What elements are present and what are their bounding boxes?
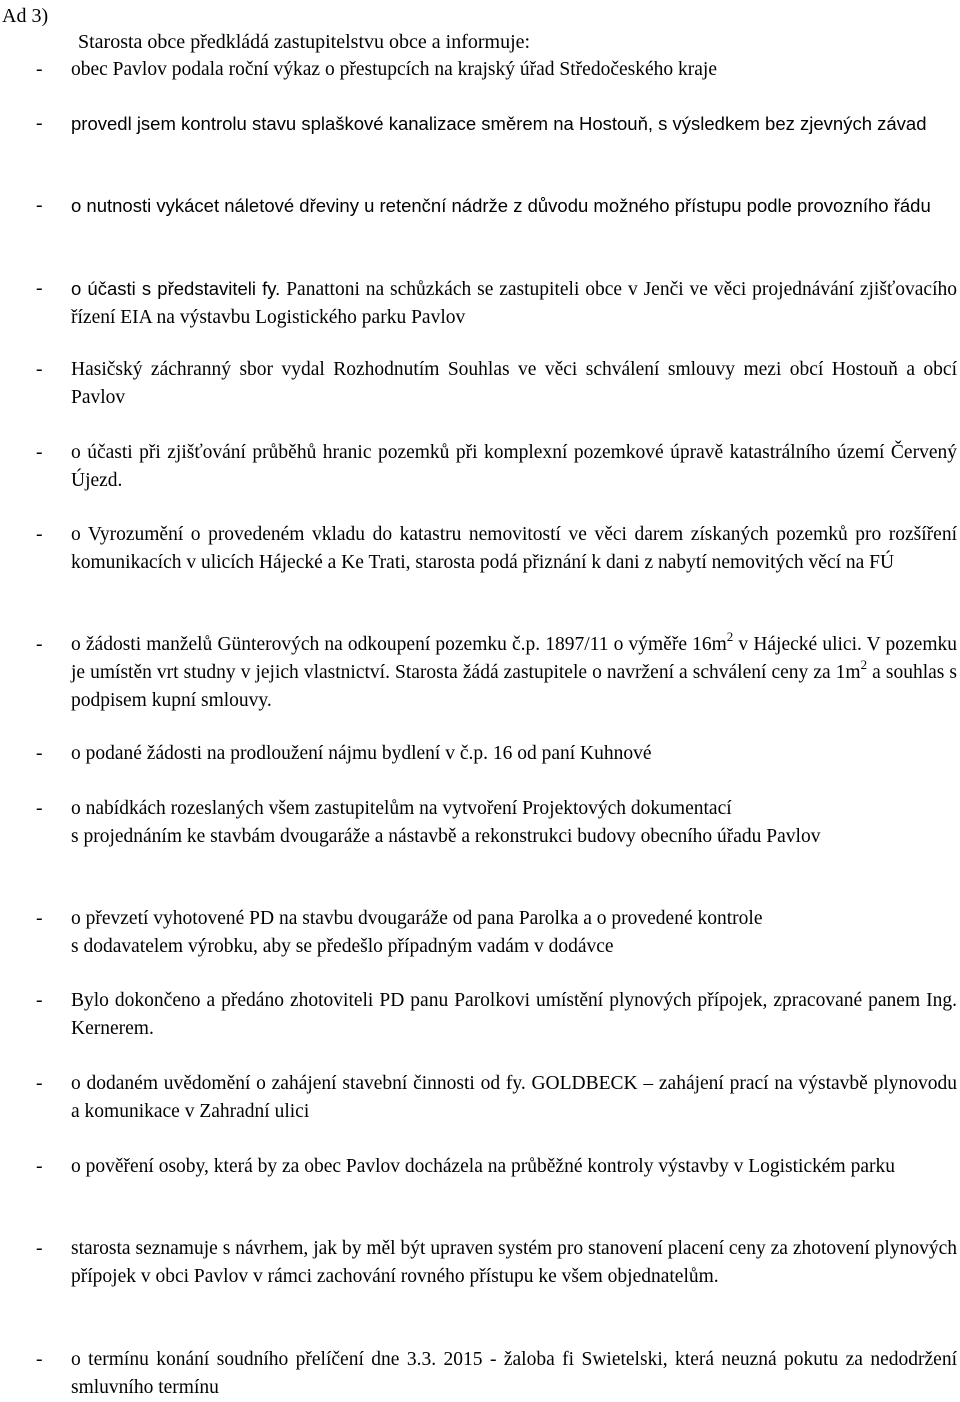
bullet-dash: - xyxy=(36,359,43,380)
item-text-part: v Hájecké ulici. V pozemku je umístěn vrt studny v jejich vlastnictví. Starosta žádá zastupitele o navržení a schválení ceny za 1m xyxy=(71,634,957,683)
item-text: obec Pavlov podala roční výkaz o přestupcích na krajský úřad Středočeského kraje xyxy=(71,59,717,80)
bullet-dash: - xyxy=(36,524,43,545)
item-text-part: o účasti s představiteli fy. xyxy=(71,278,281,299)
item-text: o účasti při zjišťování průběhů hranic pozemků při komplexní pozemkové úpravě katastrálního území Červený Újezd. xyxy=(71,442,957,491)
item-text: o dodaném uvědomění o zahájení stavební činnosti od fy. GOLDBECK – zahájení prací na výstavbě plynovodu a komunikace v Zahradní ulici xyxy=(71,1073,957,1122)
bullet-dash: - xyxy=(36,634,43,655)
item-text: Bylo dokončeno a předáno zhotoviteli PD panu Parolkovi umístění plynových přípojek, zpracované panem Ing. Kernerem. xyxy=(71,990,957,1039)
item-text xyxy=(71,905,957,961)
item-text xyxy=(71,795,957,851)
bullet-dash: - xyxy=(36,798,43,819)
item-text: Hasičský záchranný sbor vydal Rozhodnutím Souhlas ve věci schválení smlouvy mezi obcí Hostouň a obcí Pavlov xyxy=(71,359,957,408)
superscript: 2 xyxy=(860,656,868,672)
bullet-dash: - xyxy=(36,59,43,80)
item-text-part: o žádosti manželů Günterových na odkoupení pozemku č.p. 1897/11 o výměře 16m xyxy=(71,634,727,655)
item-text-line: s projednáním ke stavbám dvougaráže a nástavbě a rekonstrukci budovy obecního úřadu Pavlov xyxy=(71,826,821,847)
item-text-part: Panattoni na schůzkách se zastupiteli obce v Jenči ve věci projednávání zjišťovacího řízení EIA na výstavbu Logistického parku Pavlov xyxy=(71,279,957,328)
bullet-dash: - xyxy=(36,908,43,929)
intro-text: Starosta obce předkládá zastupitelstvu obce a informuje: xyxy=(78,31,531,53)
item-text: starosta seznamuje s návrhem, jak by měl být upraven systém pro stanovení placení ceny za zhotovení plynových přípojek v obci Pavlov v rámci zachování rovného přístupu ke všem objednatelům. xyxy=(71,1238,957,1287)
bullet-dash: - xyxy=(36,442,43,463)
item-text xyxy=(71,628,957,715)
item-text: o podané žádosti na prodloužení nájmu bydlení v č.p. 16 od paní Kuhnové xyxy=(71,743,652,764)
section-heading: Ad 3) xyxy=(2,5,49,27)
bullet-dash: - xyxy=(36,1238,43,1259)
item-text: o nutnosti vykácet náletové dřeviny u retenční nádrže z důvodu možného přístupu podle provozního řádu xyxy=(71,195,931,216)
item-text: o Vyrozumění o provedeném vkladu do katastru nemovitostí ve věci darem získaných pozemků pro rozšíření komunikacích v ulicích Hájecké a Ke Trati, starosta podá přiznání k dani z nabytí nemovitých věcí na FÚ xyxy=(71,524,957,573)
item-text: provedl jsem kontrolu stavu splaškové kanalizace směrem na Hostouň, s výsledkem bez zjevných závad xyxy=(71,113,927,134)
item-text-part: a souhlas s podpisem kupní smlouvy. xyxy=(71,662,957,711)
item-text xyxy=(71,275,957,332)
bullet-dash: - xyxy=(36,990,43,1011)
bullet-dash: - xyxy=(36,1156,43,1177)
bullet-dash: - xyxy=(36,1349,43,1370)
bullet-dash: - xyxy=(36,195,43,216)
item-text-line: s dodavatelem výrobku, aby se předešlo případným vadám v dodávce xyxy=(71,936,614,957)
item-text: o pověření osoby, která by za obec Pavlov docházela na průběžné kontroly výstavby v Logistickém parku xyxy=(71,1156,895,1177)
item-text-line: o nabídkách rozeslaných všem zastupitelům na vytvoření Projektových dokumentací xyxy=(71,798,732,819)
bullet-dash: - xyxy=(36,113,43,134)
bullet-dash: - xyxy=(36,743,43,764)
bullet-dash: - xyxy=(36,278,43,299)
item-text: o termínu konání soudního přelíčení dne 3.3. 2015 - žaloba fi Swietelski, která neuzná pokutu za nedodržení smluvního termínu xyxy=(71,1349,957,1398)
superscript: 2 xyxy=(726,628,734,644)
bullet-dash: - xyxy=(36,1073,43,1094)
item-text-line: o převzetí vyhotovené PD na stavbu dvougaráže od pana Parolka a o provedené kontrole xyxy=(71,908,763,929)
